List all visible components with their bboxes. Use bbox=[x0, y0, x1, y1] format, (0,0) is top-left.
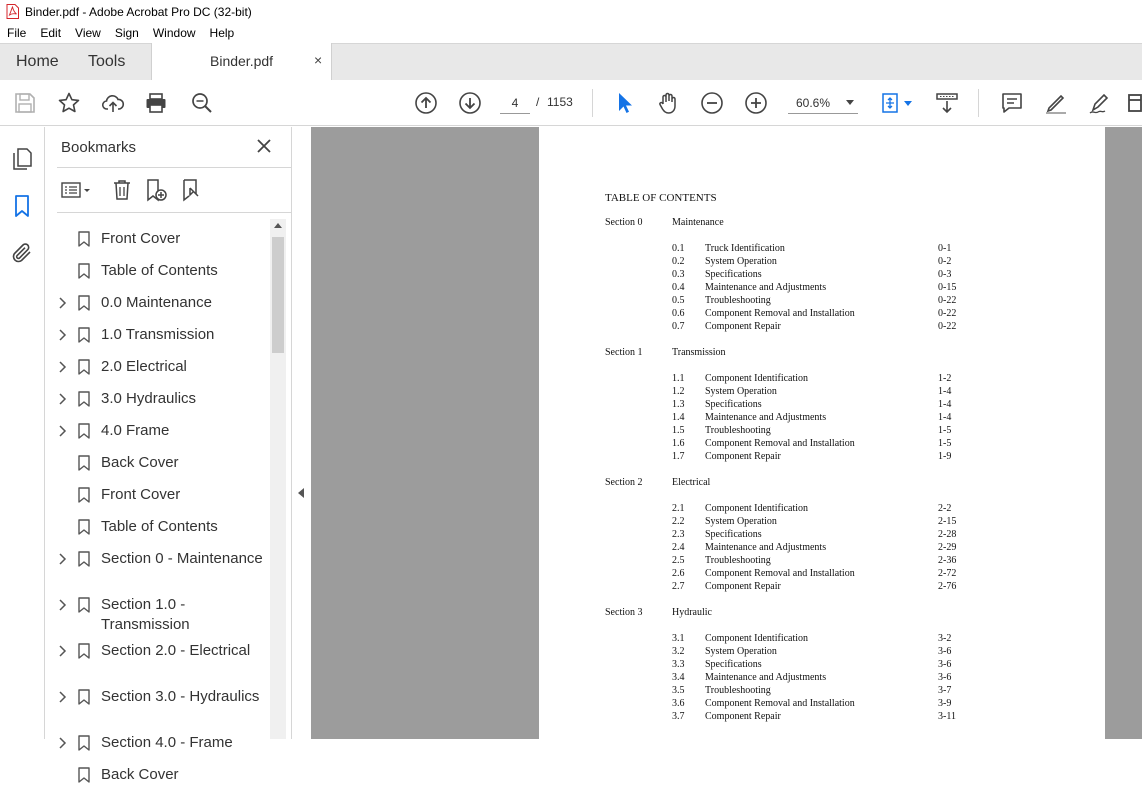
toc-entry-title: Component Removal and Installation bbox=[705, 698, 855, 709]
bookmark-label: 3.0 Hydraulics bbox=[101, 390, 197, 407]
bookmark-label: Section 3.0 - Hydraulics bbox=[101, 688, 260, 705]
bookmark-icon bbox=[78, 231, 90, 247]
bookmarks-icon[interactable] bbox=[10, 194, 34, 218]
fit-page-caret-icon[interactable] bbox=[904, 101, 912, 106]
chevron-right-icon[interactable] bbox=[58, 329, 68, 341]
chevron-right-icon[interactable] bbox=[58, 361, 68, 373]
bookmark-icon bbox=[78, 263, 90, 279]
toc-entry-title: Maintenance and Adjustments bbox=[705, 282, 827, 293]
page-thumbnails-icon[interactable] bbox=[10, 147, 34, 171]
bookmark-label: Section 2.0 - Electrical bbox=[101, 642, 251, 659]
toc-entry-number: 2.7 bbox=[672, 581, 685, 592]
toc-entry-number: 1.4 bbox=[672, 412, 685, 423]
toc-entry-title: Maintenance and Adjustments bbox=[705, 672, 827, 683]
tab-tools[interactable]: Tools bbox=[88, 53, 126, 70]
toc-entry-number: 2.1 bbox=[672, 503, 685, 514]
scroll-mode-icon[interactable] bbox=[935, 91, 959, 115]
comment-icon[interactable] bbox=[1000, 91, 1024, 115]
toc-entry-title: Specifications bbox=[705, 269, 762, 280]
toc-entry-page: 0-3 bbox=[938, 269, 952, 280]
page-separator: / bbox=[536, 95, 540, 109]
bookmark-label: Front Cover bbox=[101, 486, 181, 503]
save-icon[interactable] bbox=[13, 91, 37, 115]
hand-tool-icon[interactable] bbox=[656, 91, 680, 115]
toc-entry-page: 1-2 bbox=[938, 373, 952, 384]
toc-section-label: Section 3 bbox=[605, 607, 643, 618]
fit-page-icon[interactable] bbox=[879, 91, 903, 115]
bookmark-item[interactable] bbox=[45, 482, 270, 514]
bookmarks-header: Bookmarks bbox=[61, 139, 137, 156]
bookmark-label: 1.0 Transmission bbox=[101, 326, 215, 343]
toc-entry-number: 2.5 bbox=[672, 555, 685, 566]
toc-entry-page: 2-15 bbox=[938, 516, 957, 527]
bookmark-item[interactable] bbox=[45, 418, 270, 450]
toc-entry-number: 3.2 bbox=[672, 646, 685, 657]
toc-entry-number: 3.7 bbox=[672, 711, 685, 722]
toc-entry-page: 2-28 bbox=[938, 529, 957, 540]
more-tools-icon[interactable] bbox=[1128, 91, 1142, 115]
toc-section-name: Transmission bbox=[672, 347, 726, 358]
window-title: Binder.pdf - Adobe Acrobat Pro DC (32-bit) bbox=[25, 4, 252, 19]
toc-entry-title: Component Removal and Installation bbox=[705, 568, 855, 579]
zoom-search-icon[interactable] bbox=[190, 91, 214, 115]
toc-entry-number: 0.2 bbox=[672, 256, 685, 267]
bookmark-label: 0.0 Maintenance bbox=[101, 294, 212, 311]
toc-entry-number: 3.5 bbox=[672, 685, 685, 696]
bookmark-label: Section 1.0 - Transmission bbox=[101, 596, 190, 633]
tab-document[interactable] bbox=[151, 43, 332, 81]
toc-section-name: Hydraulic bbox=[672, 607, 712, 618]
tab-home[interactable]: Home bbox=[16, 53, 59, 70]
bookmark-icon bbox=[78, 643, 90, 659]
print-icon[interactable] bbox=[144, 91, 168, 115]
toc-entry-number: 2.4 bbox=[672, 542, 685, 553]
toc-entry-title: System Operation bbox=[705, 386, 777, 397]
chevron-right-icon[interactable] bbox=[58, 599, 68, 611]
bookmark-label: Table of Contents bbox=[101, 262, 218, 279]
select-cursor-icon[interactable] bbox=[612, 91, 636, 115]
toc-entry-page: 3-6 bbox=[938, 659, 952, 670]
toc-entry-page: 3-6 bbox=[938, 672, 952, 683]
toc-entry-page: 1-5 bbox=[938, 438, 952, 449]
upload-cloud-icon[interactable] bbox=[101, 91, 125, 115]
document-viewer[interactable] bbox=[311, 127, 1142, 739]
toc-entry-page: 0-22 bbox=[938, 321, 957, 332]
toc-entry-title: Troubleshooting bbox=[705, 425, 771, 436]
toc-entry-title: Component Identification bbox=[705, 633, 809, 644]
chevron-right-icon[interactable] bbox=[58, 737, 68, 749]
toc-entry-page: 1-9 bbox=[938, 451, 952, 462]
bookmark-item[interactable] bbox=[45, 322, 270, 354]
tab-close-button[interactable]: × bbox=[314, 52, 323, 68]
navigation-rail bbox=[0, 127, 45, 739]
toc-entry-number: 0.1 bbox=[672, 243, 685, 254]
toc-entry-page: 0-15 bbox=[938, 282, 957, 293]
toc-entry-number: 1.7 bbox=[672, 451, 685, 462]
main-toolbar bbox=[0, 80, 1142, 126]
menu-window[interactable]: Window bbox=[152, 26, 196, 40]
new-bookmark-icon[interactable] bbox=[144, 178, 168, 202]
toc-entry-page: 3-9 bbox=[938, 698, 952, 709]
bookmark-icon bbox=[78, 455, 90, 471]
toc-entry-page: 3-6 bbox=[938, 646, 952, 657]
bookmark-label: 4.0 Frame bbox=[101, 422, 170, 439]
toc-entry-number: 0.7 bbox=[672, 321, 685, 332]
bookmark-icon bbox=[78, 423, 90, 439]
toc-section-name: Maintenance bbox=[672, 217, 724, 228]
bookmark-label: 2.0 Electrical bbox=[101, 358, 187, 375]
menu-bar bbox=[0, 23, 1142, 43]
chevron-right-icon[interactable] bbox=[58, 645, 68, 657]
zoom-dropdown[interactable] bbox=[788, 92, 858, 114]
bookmark-options-icon[interactable] bbox=[61, 178, 91, 202]
page-number-input[interactable] bbox=[500, 92, 530, 114]
bookmark-item[interactable] bbox=[45, 730, 270, 762]
toc-entry-page: 1-5 bbox=[938, 425, 952, 436]
bookmark-label: Section 4.0 - Frame bbox=[101, 734, 233, 751]
toc-entry-page: 2-76 bbox=[938, 581, 957, 592]
bookmark-label: Front Cover bbox=[101, 230, 181, 247]
toc-entry-page: 2-29 bbox=[938, 542, 957, 553]
menu-file[interactable]: File bbox=[7, 26, 27, 40]
toc-entry-number: 3.4 bbox=[672, 672, 685, 683]
bookmark-icon bbox=[78, 327, 90, 343]
toc-entry-title: Specifications bbox=[705, 399, 762, 410]
chevron-right-icon[interactable] bbox=[58, 297, 68, 309]
bookmarks-panel bbox=[45, 127, 292, 783]
toc-entry-title: Component Repair bbox=[705, 451, 781, 462]
toc-entry-number: 2.6 bbox=[672, 568, 685, 579]
toc-section-label: Section 0 bbox=[605, 217, 643, 228]
toc-entry-number: 2.3 bbox=[672, 529, 685, 540]
toc-entry-title: Component Repair bbox=[705, 581, 781, 592]
toc-entry-number: 1.6 bbox=[672, 438, 685, 449]
bookmark-icon bbox=[78, 359, 90, 375]
toc-entry-page: 0-2 bbox=[938, 256, 952, 267]
bookmark-item[interactable] bbox=[45, 226, 270, 258]
next-page-icon[interactable] bbox=[458, 91, 482, 115]
bookmark-item[interactable] bbox=[45, 638, 270, 684]
page-total: 1153 bbox=[547, 95, 573, 109]
toc-entry-title: System Operation bbox=[705, 646, 777, 657]
sign-pen-icon[interactable] bbox=[1088, 91, 1112, 115]
bookmark-icon bbox=[78, 597, 90, 613]
bookmark-icon bbox=[78, 767, 90, 783]
toc-entry-title: System Operation bbox=[705, 256, 777, 267]
toc-entry-number: 0.6 bbox=[672, 308, 685, 319]
toc-entry-number: 1.1 bbox=[672, 373, 685, 384]
toc-entry-number: 3.6 bbox=[672, 698, 685, 709]
toc-entry-title: Component Repair bbox=[705, 711, 781, 722]
acrobat-pdf-icon bbox=[6, 4, 19, 19]
bookmark-item[interactable] bbox=[45, 514, 270, 546]
highlight-pen-icon[interactable] bbox=[1044, 91, 1068, 115]
toc-title: TABLE OF CONTENTS bbox=[605, 192, 717, 204]
toc-entry-page: 1-4 bbox=[938, 386, 952, 397]
toc-entry-page: 2-36 bbox=[938, 555, 957, 566]
menu-view[interactable]: View bbox=[75, 26, 101, 40]
toc-entry-number: 2.2 bbox=[672, 516, 685, 527]
zoom-value: 60.6% bbox=[796, 95, 831, 110]
previous-page-icon[interactable] bbox=[414, 91, 438, 115]
toc-entry-title: Troubleshooting bbox=[705, 555, 771, 566]
bookmark-icon bbox=[78, 735, 90, 751]
toc-entry-number: 0.5 bbox=[672, 295, 685, 306]
bookmark-item[interactable] bbox=[45, 684, 270, 730]
toc-entry-page: 0-22 bbox=[938, 308, 957, 319]
toc-entry-title: Maintenance and Adjustments bbox=[705, 412, 827, 423]
trash-icon[interactable] bbox=[110, 178, 134, 202]
bookmark-item[interactable] bbox=[45, 290, 270, 322]
toc-entry-title: Component Removal and Installation bbox=[705, 438, 855, 449]
toc-entry-number: 0.3 bbox=[672, 269, 685, 280]
chevron-down-icon bbox=[846, 100, 854, 105]
chevron-right-icon[interactable] bbox=[58, 691, 68, 703]
bookmark-item[interactable] bbox=[45, 450, 270, 482]
toc-entry-number: 1.3 bbox=[672, 399, 685, 410]
toc-entry-title: Troubleshooting bbox=[705, 295, 771, 306]
bookmark-item[interactable] bbox=[45, 258, 270, 290]
chevron-right-icon[interactable] bbox=[58, 553, 68, 565]
bookmark-item[interactable] bbox=[45, 354, 270, 386]
toc-entry-title: System Operation bbox=[705, 516, 777, 527]
toc-section-label: Section 2 bbox=[605, 477, 643, 488]
toc-entry-page: 1-4 bbox=[938, 412, 952, 423]
toc-section-name: Electrical bbox=[672, 477, 711, 488]
toc-entry-page: 3-2 bbox=[938, 633, 952, 644]
toc-entry-page: 1-4 bbox=[938, 399, 952, 410]
zoom-in-icon[interactable] bbox=[744, 91, 768, 115]
toc-section-label: Section 1 bbox=[605, 347, 643, 358]
bookmark-item[interactable] bbox=[45, 546, 270, 592]
title-bar bbox=[0, 0, 1142, 23]
bookmark-item[interactable] bbox=[45, 592, 270, 638]
bookmark-icon bbox=[78, 391, 90, 407]
toc-entry-number: 0.4 bbox=[672, 282, 685, 293]
toc-entry-title: Specifications bbox=[705, 659, 762, 670]
scrollbar-thumb[interactable] bbox=[272, 237, 284, 353]
panel-collapse-strip bbox=[292, 127, 311, 739]
chevron-right-icon[interactable] bbox=[58, 425, 68, 437]
toc-entry-title: Truck Identification bbox=[705, 243, 785, 254]
bookmark-icon bbox=[78, 551, 90, 567]
zoom-out-icon[interactable] bbox=[700, 91, 724, 115]
toc-entry-title: Specifications bbox=[705, 529, 762, 540]
bookmarks-list bbox=[45, 219, 270, 783]
bookmark-icon bbox=[78, 519, 90, 535]
bookmark-icon bbox=[78, 295, 90, 311]
bookmark-icon bbox=[78, 487, 90, 503]
menu-sign[interactable]: Sign bbox=[114, 26, 139, 40]
pdf-page bbox=[539, 127, 1105, 739]
toc-entry-title: Component Repair bbox=[705, 321, 781, 332]
bookmark-label: Table of Contents bbox=[101, 518, 218, 535]
toc-entry-page: 3-11 bbox=[938, 711, 956, 722]
toc-entry-title: Component Identification bbox=[705, 373, 809, 384]
toc-entry-number: 1.5 bbox=[672, 425, 685, 436]
tab-document-label: Binder.pdf bbox=[210, 53, 274, 69]
toolbar-divider bbox=[592, 89, 593, 117]
toc-entry-title: Component Identification bbox=[705, 503, 809, 514]
toc-entry-page: 2-2 bbox=[938, 503, 952, 514]
close-icon[interactable] bbox=[255, 137, 273, 155]
toc-entry-number: 1.2 bbox=[672, 386, 685, 397]
toolbar-divider bbox=[978, 89, 979, 117]
star-icon[interactable] bbox=[57, 91, 81, 115]
toc-entry-title: Troubleshooting bbox=[705, 685, 771, 696]
toc-entry-number: 3.3 bbox=[672, 659, 685, 670]
menu-edit[interactable]: Edit bbox=[40, 26, 62, 40]
toc-entry-title: Component Removal and Installation bbox=[705, 308, 855, 319]
menu-help[interactable]: Help bbox=[209, 26, 235, 40]
toc-entry-page: 2-72 bbox=[938, 568, 957, 579]
bookmark-item[interactable] bbox=[45, 762, 270, 794]
bookmark-label: Back Cover bbox=[101, 766, 179, 783]
tab-bar bbox=[0, 43, 1142, 80]
bookmarks-toolbar bbox=[57, 167, 291, 213]
toc-entry-page: 3-7 bbox=[938, 685, 952, 696]
attachments-icon[interactable] bbox=[10, 241, 34, 265]
scroll-up-icon[interactable] bbox=[274, 223, 282, 228]
find-bookmark-icon[interactable] bbox=[180, 178, 204, 202]
toc-entry-page: 0-1 bbox=[938, 243, 952, 254]
bookmark-label: Section 0 - Maintenance bbox=[101, 550, 263, 567]
chevron-right-icon[interactable] bbox=[58, 393, 68, 405]
bookmark-icon bbox=[78, 689, 90, 705]
bookmark-label: Back Cover bbox=[101, 454, 179, 471]
toc-entry-number: 3.1 bbox=[672, 633, 685, 644]
collapse-panel-icon[interactable] bbox=[298, 488, 304, 498]
bookmark-item[interactable] bbox=[45, 386, 270, 418]
toc-entry-page: 0-22 bbox=[938, 295, 957, 306]
bookmarks-scrollbar[interactable] bbox=[270, 219, 286, 739]
toc-entry-title: Maintenance and Adjustments bbox=[705, 542, 827, 553]
